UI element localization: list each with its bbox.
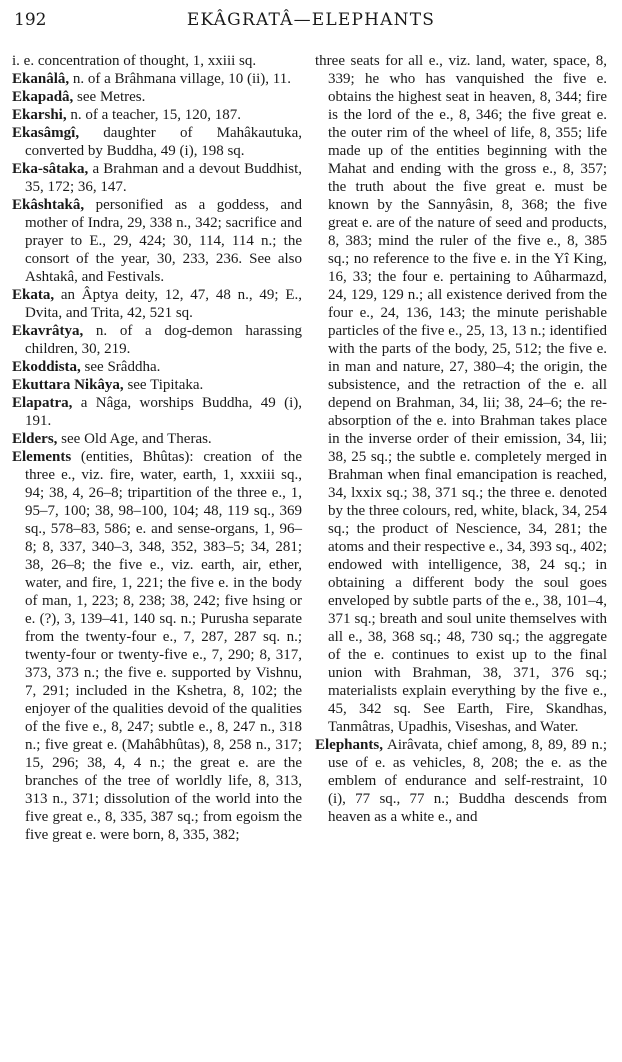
- running-head: EKÂGRATÂ—ELEPHANTS: [186, 10, 436, 30]
- right-column: [315, 52, 607, 826]
- entry-text: i. e. concentration of thought, 1, xxiii sq.: [12, 53, 257, 69]
- entry-text: an Âptya deity, 12, 47, 48 n., 49; E., Dvita, and Trita, 42, 521 sq.: [25, 287, 302, 321]
- index-entry: [12, 358, 302, 376]
- entry-headword: Ekavrâtya,: [12, 323, 84, 339]
- index-entry: [12, 322, 302, 358]
- index-entry: [12, 70, 302, 88]
- entry-headword: Elapatra,: [12, 395, 73, 411]
- index-entry: [12, 196, 302, 286]
- entry-headword: Ekarshi,: [12, 107, 67, 123]
- index-entry: [12, 160, 302, 196]
- entry-text: n. of a Brâhmana village, 10 (ii), 11.: [69, 71, 291, 87]
- index-entry: [12, 376, 302, 394]
- entry-text: personified as a goddess, and mother of Indra, 29, 338 n., 342; sacrifice and prayer to E., 29, 424; 30, 114, 114 n.; the consort of the year, 30, 233, 236. See also Ashtakâ, and Festivals.: [25, 197, 302, 285]
- index-entry: [315, 52, 607, 736]
- entry-text: a Brahman and a devout Buddhist, 35, 172; 36, 147.: [25, 161, 302, 195]
- page-header: [14, 10, 608, 36]
- index-entry: [12, 52, 302, 70]
- entry-headword: Elders,: [12, 431, 58, 447]
- left-column: [12, 52, 302, 844]
- index-entry: [315, 736, 607, 826]
- entry-headword: Elements: [12, 449, 72, 465]
- entry-headword: Eka-sâtaka,: [12, 161, 89, 177]
- index-entry: [12, 394, 302, 430]
- entry-text: three seats for all e., viz. land, water, space, 8, 339; he who has vanquished the five e. obtains the highest seat in heaven, 8, 344; fire is the lord of the e., 8, 346; the five great e. the outer rim of the wheel of life, 8, 355; life made up of the entities beginning with the Mahat and ending with the gross e., 8, 357; the truth about the five great e. must be known by the Sannyâsin, 8, 368; the five great e. are of the nature of seed and products, 8, 383; mind the ruler of the five e., 8, 385 sq.; no reference to the five e. in the Yî King, 16, 33; the four e. pertaining to Aûharmazd, 24, 129, 129 n.; all existence derived from the four e., 24, 136, 143; the minute perishable particles of the five e., 25, 13, 13 n.; identified with the parts of the body, 25, 512; the five e. in man and nature, 27, 380–4; the origin, the subsistence, and the retraction of the e. all depend on Brahman, 34, lii; 38, 24–6; the re-absorption of the e. into Brahman takes place in the inverse order of their emission, 34, lii; 38, 25 sq.; the subtle e. completely merged in Brahman when final emancipation is reached, 34, lxxix sq.; 38, 371 sq.; the three e. denoted by the three colours, red, white, black, 34, 254 sq.; the product of Nescience, 34, 281; the atoms and their respective e., 34, 393 sq., 402; endowed with intelligence, 38, 24 sq.; in obtaining a different body the soul goes enveloped by subtle parts of the e., 38, 101–4, 371 sq.; breath and soul unite themselves with all e., 38, 368 sq.; 48, 730 sq.; the aggregate of the e. continues to exist up to the final union with Brahman, 38, 371, 376 sq.; materialists explain everything by the five e., 45, 342 sq. See Earth, Fire, Skandhas, Tanmâtras, Upadhis, Viseshas, and Water.: [315, 53, 607, 735]
- entry-headword: Ekapadâ,: [12, 89, 74, 105]
- index-entry: [12, 88, 302, 106]
- entry-text: daughter of Mahâkautuka, converted by Buddha, 49 (i), 198 sq.: [25, 125, 302, 159]
- index-entry: [12, 286, 302, 322]
- index-entry: [12, 448, 302, 844]
- entry-text: a Nâga, worships Buddha, 49 (i), 191.: [25, 395, 302, 429]
- entry-headword: Ekanâlâ,: [12, 71, 70, 87]
- index-entry: [12, 106, 302, 124]
- entry-headword: Ekasâmgî,: [12, 125, 80, 141]
- entry-headword: Ekâshtakâ,: [12, 197, 85, 213]
- entry-headword: Ekata,: [12, 287, 55, 303]
- entry-headword: Ekuttara Nikâya,: [12, 377, 124, 393]
- entry-headword: Ekoddista,: [12, 359, 81, 375]
- entry-text: n. of a dog-demon harassing children, 30, 219.: [25, 323, 302, 357]
- entry-text: see Srâddha.: [80, 359, 161, 375]
- entry-text: see Old Age, and Theras.: [57, 431, 212, 447]
- page-number: 192: [14, 10, 47, 30]
- entry-headword: Elephants,: [315, 737, 383, 753]
- entry-text: see Tipitaka.: [123, 377, 204, 393]
- index-entry: [12, 124, 302, 160]
- entry-text: (entities, Bhûtas): creation of the three e., viz. fire, water, earth, 1, xxxiii sq., 94; 38, 4, 26–8; tripartition of the three e., 1, 95–7, 100; 38, 98–100, 104; 48, 119 sq., 369 sq., 578–83, 586; e. and sense-organs, 1, 96–8; 8, 337, 340–3, 348, 352, 383–5; 34, 281; 38, 26–8; the five e., viz. earth, air, ether, water, and fire, 1, 221; the five e. in the body of man, 1, 223; 8, 238; 38, 242; five hsing or e. (?), 3, 139–41, 140 sq. n.; Purusha separate from the twenty-four e., 7, 287, 287 sq. n.; twenty-four or twenty-five e., 7, 290; 8, 317, 373, 373 n.; the five e. supported by Vishnu, 7, 291; included in the Kshetra, 8, 102; the enjoyer of the qualities devoid of the qualities of the five e., 8, 247; subtle e., 8, 247 n., 318 n.; five great e. (Mahâbhûtas), 8, 258 n., 317; 15, 296; 38, 4, 4 n.; the great e. are the branches of the tree of worldly life, 8, 313, 313 n., 371; dissolution of the world into the five great e., 8, 335, 387 sq.; from egoism the five great e. were born, 8, 335, 382;: [25, 449, 302, 843]
- index-entry: [12, 430, 302, 448]
- entry-text: Airâvata, chief among, 8, 89, 89 n.; use of e. as vehicles, 8, 208; the e. as the emblem of endurance and self-restraint, 10 (i), 77 sq., 77 n.; Buddha descends from heaven as a white e., and: [328, 737, 607, 825]
- entry-text: see Metres.: [73, 89, 146, 105]
- entry-text: n. of a teacher, 15, 120, 187.: [66, 107, 241, 123]
